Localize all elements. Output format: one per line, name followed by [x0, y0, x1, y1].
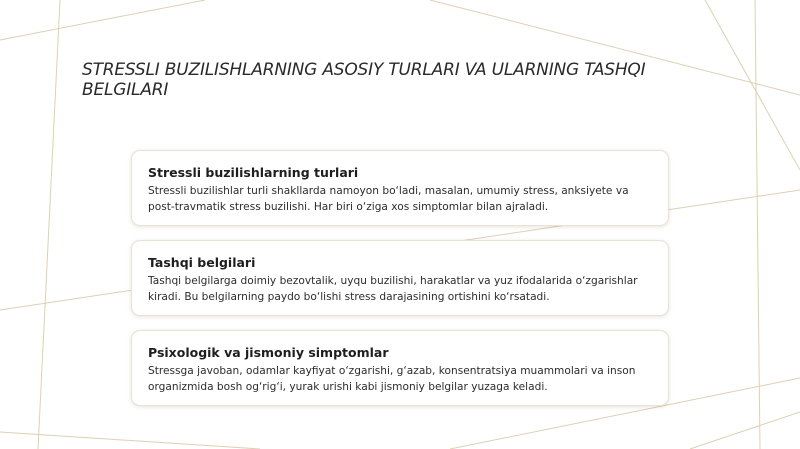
decorative-line [38, 0, 60, 449]
card-body: Stressga javoban, odamlar kayfiyat o‘zgarishi, g‘azab, konsentratsiya muammolari va inson organizmida bosh og‘rig‘i, yurak urishi kabi jismoniy belgilar yuzaga keladi. [148, 365, 636, 393]
card-body: Stressli buzilishlar turli shakllarda namoyon bo‘ladi, masalan, umumiy stress, anksiyete va post-travmatik stress buzilishi. Har biri o‘ziga xos simptomlar bilan ajraladi. [148, 185, 629, 213]
decorative-line [690, 412, 800, 449]
card-body: Tashqi belgilarga doimiy bezovtalik, uyqu buzilishi, harakatlar va yuz ifodalarida o‘zgarishlar kiradi. Bu belgilarning paydo bo‘lishi stress darajasining ortishini ko‘rsatadi. [148, 275, 638, 303]
decorative-line [0, 0, 205, 40]
decorative-line [0, 432, 260, 449]
card-heading: Stressli buzilishlarning turlari [148, 165, 359, 180]
decorative-line [755, 0, 760, 449]
info-card-symptoms [131, 330, 669, 406]
info-card-stress-types [131, 150, 669, 226]
card-heading: Tashqi belgilari [148, 255, 256, 270]
card-heading: Psixologik va jismoniy simptomlar [148, 345, 389, 360]
info-card-external-signs [131, 240, 669, 316]
slide-title: STRESSLI BUZILISHLARNING ASOSIY TURLARI VA ULARNING TASHQI BELGILARI [82, 60, 646, 100]
